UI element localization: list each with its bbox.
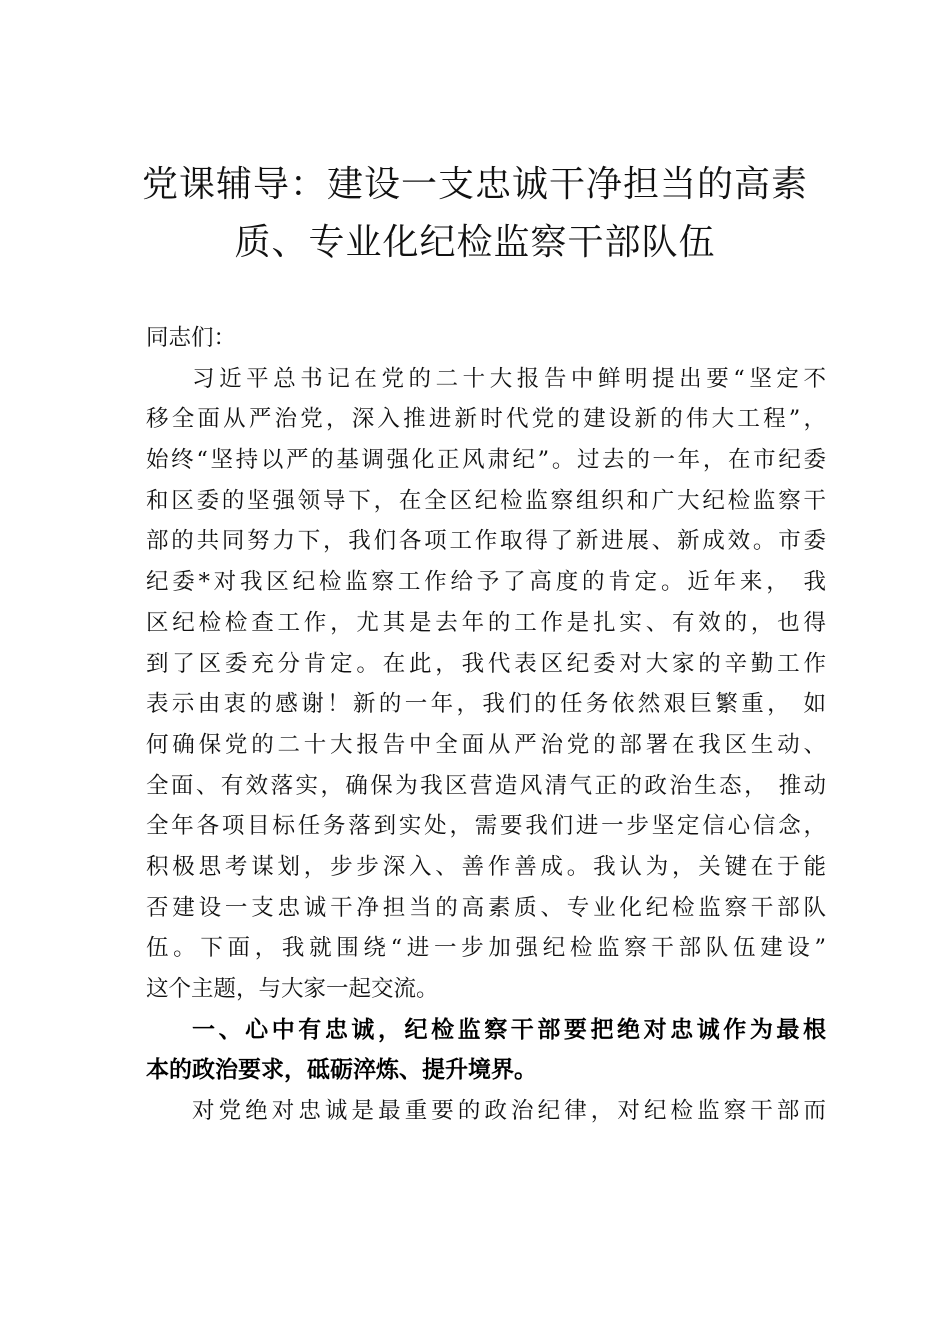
title-line: 质、专业化纪检监察干部队伍 xyxy=(234,222,716,263)
paragraph-line: 伍。下面，我就围绕“进一步加强纪检监察干部队伍建设” xyxy=(146,935,826,962)
heading-line: 本的政治要求，砥砺淬炼、提升境界。 xyxy=(146,1057,537,1084)
paragraph-line: 表示由衷的感谢！新的一年，我们的任务依然艰巨繁重， 如 xyxy=(146,691,826,718)
paragraph-intro xyxy=(146,359,826,1010)
paragraph-line: 区纪检检查工作，尤其是去年的工作是扎实、有效的，也得 xyxy=(146,609,826,636)
section-heading-1 xyxy=(146,1010,826,1091)
paragraph-section-1 xyxy=(146,1091,826,1132)
title-line: 党课辅导：建设一支忠诚干净担当的高素 xyxy=(141,164,808,205)
document-title xyxy=(100,156,850,272)
document-body xyxy=(146,318,826,1132)
paragraph-line: 和区委的坚强领导下，在全区纪检监察组织和广大纪检监察干 xyxy=(146,487,826,514)
paragraph-line: 积极思考谋划，步步深入、善作善成。我认为，关键在于能 xyxy=(146,853,826,880)
paragraph-line: 始终“坚持以严的基调强化正风肃纪”。过去的一年，在市纪委 xyxy=(146,447,826,474)
paragraph-line: 全年各项目标任务落到实处，需要我们进一步坚定信心信念， xyxy=(146,813,826,840)
paragraph-line: 习近平总书记在党的二十大报告中鲜明提出要“坚定不 xyxy=(192,365,826,392)
heading-line: 一、心中有忠诚，纪检监察干部要把绝对忠诚作为最根 xyxy=(192,1016,826,1043)
paragraph-line: 对党绝对忠诚是最重要的政治纪律，对纪检监察干部而 xyxy=(192,1098,826,1125)
salutation: 同志们： xyxy=(146,325,237,351)
paragraph-line: 全面、有效落实，确保为我区营造风清气正的政治生态， 推动 xyxy=(146,772,826,799)
paragraph-line: 何确保党的二十大报告中全面从严治党的部署在我区生动、 xyxy=(146,731,826,758)
paragraph-line: 这个主题，与大家一起交流。 xyxy=(146,976,439,1002)
paragraph-line: 到了区委充分肯定。在此，我代表区纪委对大家的辛勤工作 xyxy=(146,650,826,677)
paragraph-line: 纪委*对我区纪检监察工作给予了高度的肯定。近年来， 我 xyxy=(146,569,826,596)
paragraph-line: 部的共同努力下，我们各项工作取得了新进展、新成效。市委 xyxy=(146,528,826,555)
paragraph-line: 移全面从严治党，深入推进新时代党的建设新的伟大工程”， xyxy=(146,406,826,433)
paragraph-line: 否建设一支忠诚干净担当的高素质、专业化纪检监察干部队 xyxy=(146,894,826,921)
